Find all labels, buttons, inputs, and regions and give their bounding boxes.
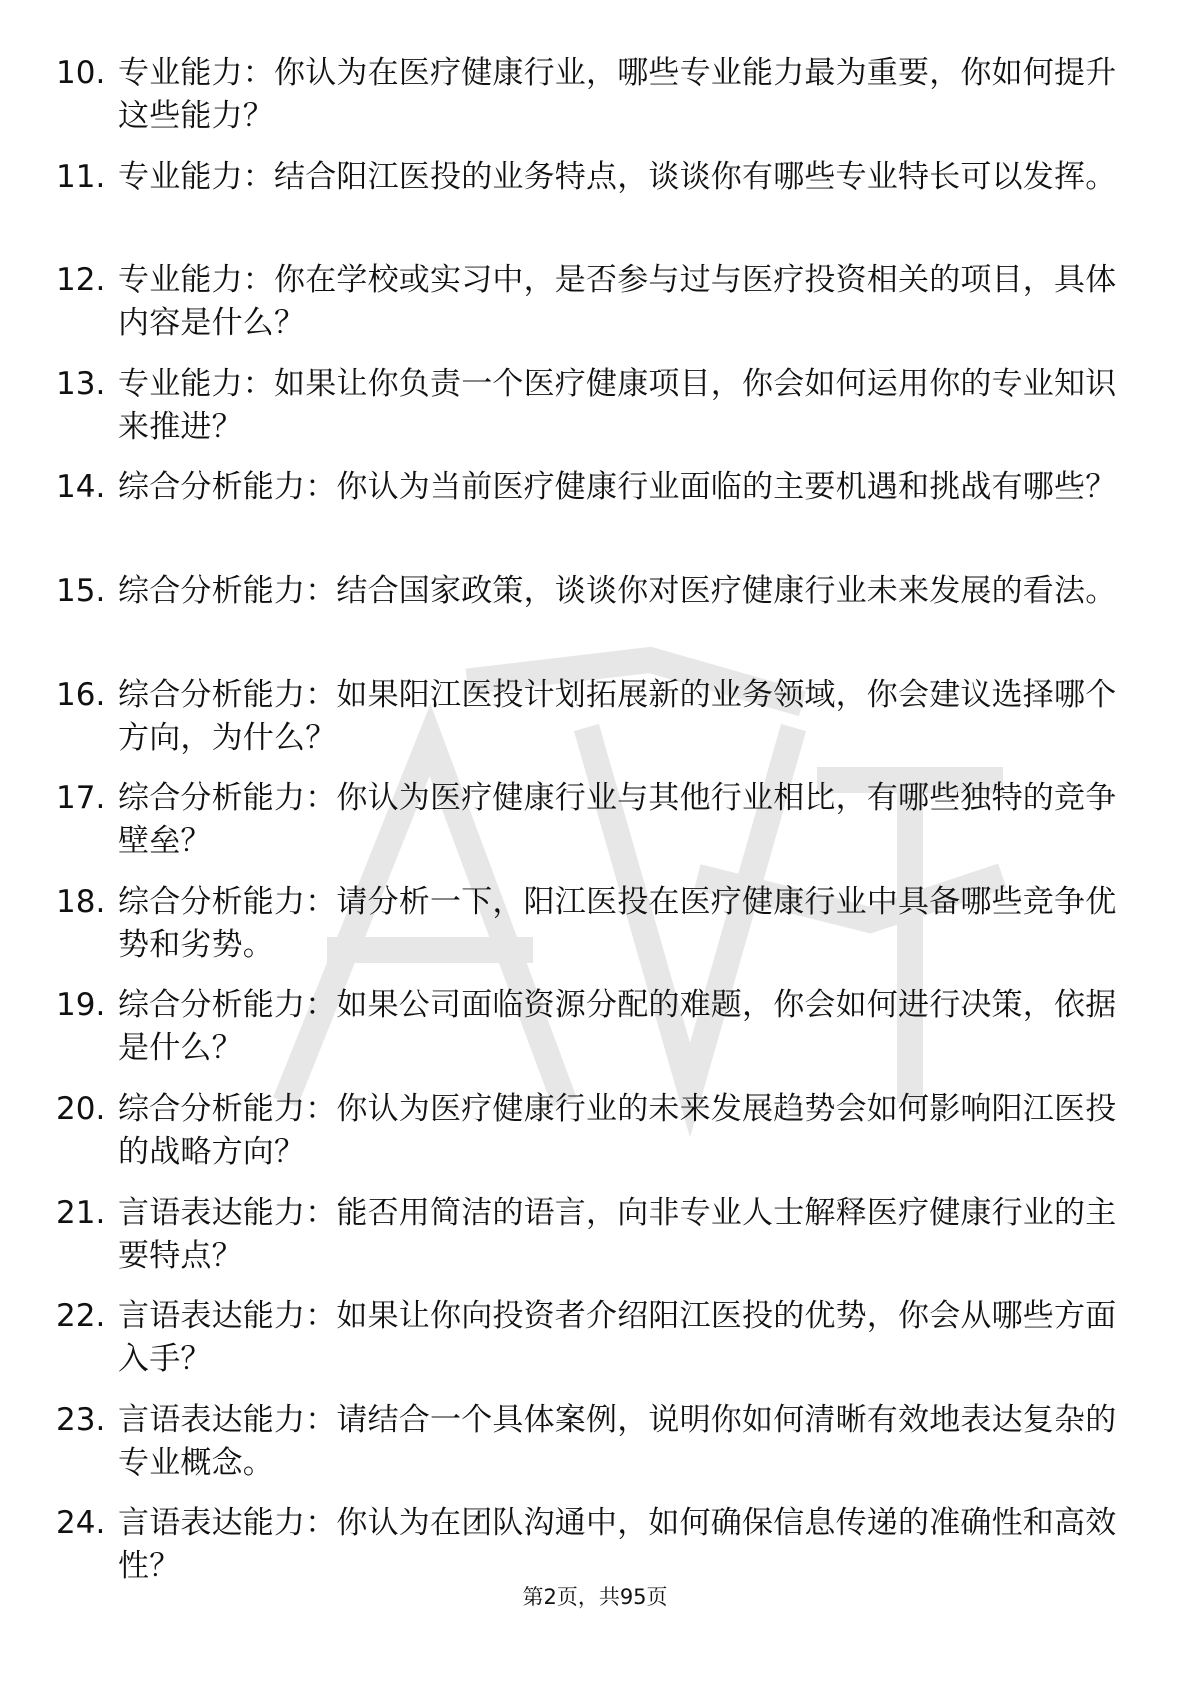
question-number: 18.	[56, 883, 106, 920]
question-list	[0, 52, 1190, 1606]
question-number: 14.	[56, 469, 106, 506]
question-text: 综合分析能力：结合国家政策，谈谈你对医疗健康行业未来发展的看法。	[118, 572, 1117, 609]
question-item	[0, 984, 1190, 1088]
question-text: 综合分析能力：你认为医疗健康行业与其他行业相比，有哪些独特的竞争壁垒？	[118, 780, 1117, 860]
question-number: 13.	[56, 365, 106, 402]
question-item	[0, 674, 1190, 778]
question-text: 专业能力：如果让你负责一个医疗健康项目，你会如何运用你的专业知识来推进？	[118, 365, 1117, 445]
page-footer	[0, 1582, 1190, 1612]
question-text: 综合分析能力：你认为当前医疗健康行业面临的主要机遇和挑战有哪些？	[118, 469, 1117, 506]
question-number: 15.	[56, 572, 106, 609]
question-number: 19.	[56, 987, 106, 1024]
question-number: 20.	[56, 1090, 106, 1127]
question-item	[0, 156, 1190, 260]
question-item	[0, 466, 1190, 570]
question-item	[0, 52, 1190, 156]
question-item	[0, 1088, 1190, 1192]
question-text: 言语表达能力：如果让你向投资者介绍阳江医投的优势，你会从哪些方面入手？	[118, 1298, 1117, 1378]
question-number: 11.	[56, 158, 106, 195]
question-number: 16.	[56, 676, 106, 713]
question-number: 23.	[56, 1401, 106, 1438]
question-text: 综合分析能力：如果阳江医投计划拓展新的业务领域，你会建议选择哪个方向，为什么？	[118, 676, 1117, 756]
question-item	[0, 1399, 1190, 1503]
page-number-label: 第2页，共95页	[522, 1585, 668, 1609]
question-text: 综合分析能力：你认为医疗健康行业的未来发展趋势会如何影响阳江医投的战略方向？	[118, 1090, 1117, 1170]
question-text: 言语表达能力：你认为在团队沟通中，如何确保信息传递的准确性和高效性？	[118, 1505, 1117, 1585]
question-item	[0, 570, 1190, 674]
question-text: 综合分析能力：如果公司面临资源分配的难题，你会如何进行决策，依据是什么？	[118, 987, 1117, 1067]
question-item	[0, 363, 1190, 467]
question-number: 12.	[56, 262, 106, 299]
question-item	[0, 881, 1190, 985]
question-number: 24.	[56, 1505, 106, 1542]
question-text: 综合分析能力：请分析一下，阳江医投在医疗健康行业中具备哪些竞争优势和劣势。	[118, 883, 1117, 963]
question-text: 言语表达能力：请结合一个具体案例，说明你如何清晰有效地表达复杂的专业概念。	[118, 1401, 1117, 1481]
question-text: 专业能力：你认为在医疗健康行业，哪些专业能力最为重要，你如何提升这些能力？	[118, 55, 1117, 134]
question-item	[0, 1295, 1190, 1399]
question-text: 言语表达能力：能否用简洁的语言，向非专业人士解释医疗健康行业的主要特点？	[118, 1194, 1117, 1274]
question-item	[0, 1192, 1190, 1296]
question-text: 专业能力：你在学校或实习中，是否参与过与医疗投资相关的项目，具体内容是什么？	[118, 262, 1117, 342]
question-item	[0, 259, 1190, 363]
question-number: 22.	[56, 1298, 106, 1335]
question-number: 17.	[56, 780, 106, 817]
question-text: 专业能力：结合阳江医投的业务特点，谈谈你有哪些专业特长可以发挥。	[118, 158, 1117, 195]
question-item	[0, 777, 1190, 881]
question-number: 21.	[56, 1194, 106, 1231]
question-number: 10.	[56, 55, 106, 91]
